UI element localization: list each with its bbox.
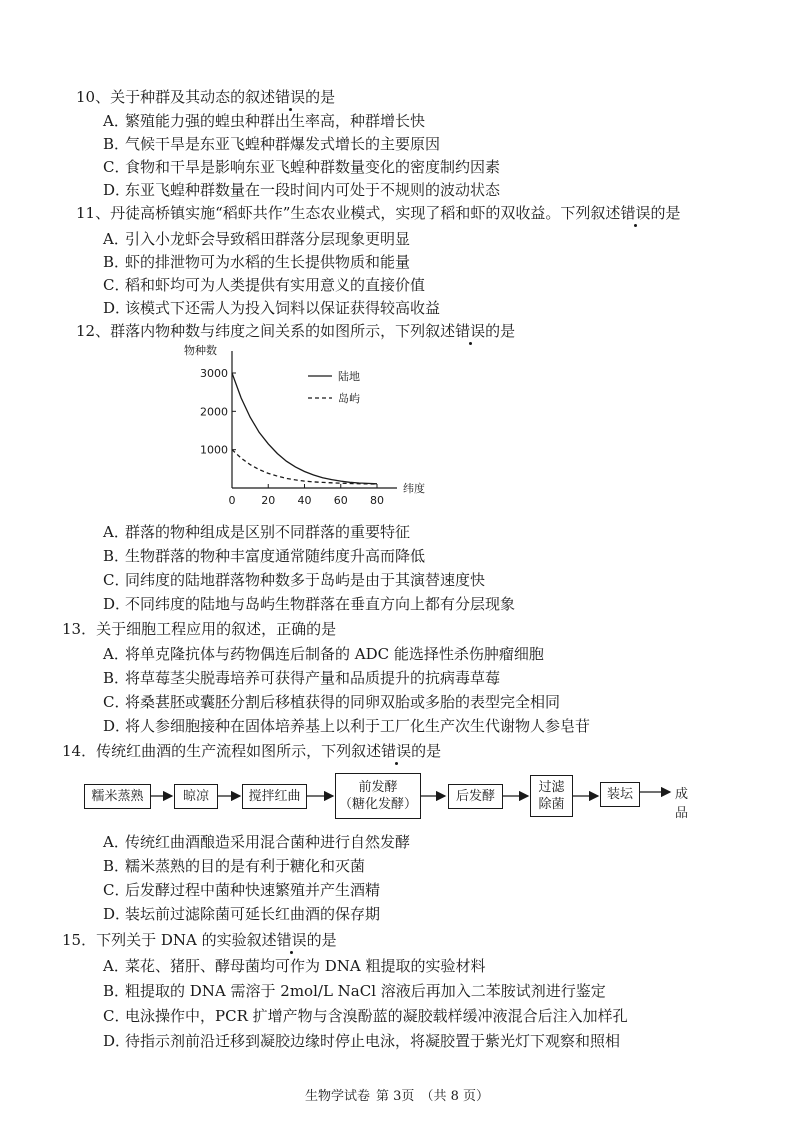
question-15-option-c <box>103 1006 773 1026</box>
option-key: A． <box>103 112 129 130</box>
question-15-option-a <box>103 956 773 976</box>
stem-text-end: 的是 <box>306 931 337 949</box>
flow-step-bottling: 装坛 <box>600 782 640 807</box>
question-number: 10、 <box>76 88 111 106</box>
option-key: D． <box>103 181 131 199</box>
option-text: 将单克隆抗体与药物偶连后制备的 ADC 能选择性杀伤肿瘤细胞 <box>125 645 544 663</box>
stem-emphasis: 错误 <box>620 204 651 222</box>
option-text: 该模式下还需人为投入饲料以保证获得较高收益 <box>125 299 441 317</box>
option-key: A． <box>103 523 129 541</box>
stem-text-end: 的是 <box>305 88 336 106</box>
flow-step-cool: 晾凉 <box>174 784 218 809</box>
option-key: A． <box>103 833 129 851</box>
x-axis-label: 纬度 <box>403 482 425 495</box>
option-key: A． <box>103 957 129 975</box>
stem-text: 丹徒高桥镇实施“稻虾共作”生态农业模式，实现了稻和虾的双收益。下列叙述 <box>110 204 621 222</box>
flow-step-filter-sterilize <box>530 775 573 817</box>
question-14-option-a <box>103 832 773 852</box>
option-text: 传统红曲酒酿造采用混合菌种进行自然发酵 <box>125 833 411 851</box>
stem-text-end: 的是 <box>650 204 681 222</box>
option-key: B． <box>103 982 130 1000</box>
option-key: D． <box>103 299 131 317</box>
y-tick-label: 1000 <box>200 443 228 457</box>
stem-text-end: 的是 <box>485 322 516 340</box>
question-15-option-d <box>103 1031 773 1051</box>
option-text: 繁殖能力强的蝗虫种群出生率高，种群增长快 <box>125 112 426 130</box>
page-footer <box>0 1085 794 1104</box>
footer-page: 第 3页 <box>376 1089 415 1104</box>
flow-step-mix-red-yeast: 搅拌红曲 <box>242 784 307 809</box>
question-15-option-b <box>103 981 773 1001</box>
stem-text: 下列关于 DNA 的实验叙述 <box>96 931 277 949</box>
question-number: 15． <box>62 931 97 949</box>
option-key: C． <box>103 571 130 589</box>
option-key: B． <box>103 135 130 153</box>
stem-emphasis: 错误 <box>276 931 307 949</box>
option-text: 食物和干旱是影响东亚飞蝗种群数量变化的密度制约因素 <box>125 158 501 176</box>
option-text: 将人参细胞接种在固体培养基上以利于工厂化生产次生代谢物人参皂苷 <box>125 717 591 735</box>
option-key: B． <box>103 857 130 875</box>
x-tick-label: 60 <box>333 494 348 507</box>
option-key: C． <box>103 158 130 176</box>
footer-total: （共 8 页） <box>420 1089 489 1104</box>
x-tick-label: 40 <box>297 494 312 507</box>
question-number: 12、 <box>76 322 111 340</box>
question-number: 14． <box>62 742 97 760</box>
option-text: 引入小龙虾会导致稻田群落分层现象更明显 <box>125 230 411 248</box>
legend-label: 岛屿 <box>338 392 360 405</box>
flow-step-label-line: 前发酵 <box>358 780 398 795</box>
stem-emphasis: 错误 <box>455 322 486 340</box>
option-text: 将桑葚胚或囊胚分割后移植获得的同卵双胎或多胎的表型完全相同 <box>125 693 561 711</box>
y-tick-label: 3000 <box>200 367 228 380</box>
option-text: 稻和虾均可为人类提供有实用意义的直接价值 <box>125 276 426 294</box>
footer-subject: 生物学试卷 <box>305 1089 371 1104</box>
option-text: 生物群落的物种丰富度通常随纬度升高而降低 <box>125 547 426 565</box>
option-key: D． <box>103 1032 131 1050</box>
flow-step-primary-fermentation <box>335 773 421 819</box>
option-key: A． <box>103 645 129 663</box>
option-key: D． <box>103 905 131 923</box>
flow-step-label-line: 过滤 <box>538 780 565 795</box>
stem-emphasis: 错误 <box>275 88 306 106</box>
question-15-stem <box>62 930 762 950</box>
question-14-option-b <box>103 856 773 876</box>
option-text: 虾的排泄物可为水稻的生长提供物质和能量 <box>125 253 411 271</box>
flow-step-label-line: 除菌 <box>538 797 565 812</box>
flow-step-label-line: （糖化发酵） <box>338 797 417 812</box>
option-text: 待指示剂前沿迁移到凝胶边缘时停止电泳，将凝胶置于紫光灯下观察和照相 <box>125 1032 621 1050</box>
flow-end-product: 成品 <box>675 787 689 821</box>
option-key: B． <box>103 253 130 271</box>
stem-text-end: 的是 <box>411 742 442 760</box>
option-key: B． <box>103 669 130 687</box>
option-text: 将草莓茎尖脱毒培养可获得产量和品质提升的抗病毒草莓 <box>125 669 501 687</box>
stem-text: 关于细胞工程应用的叙述，正确的是 <box>96 620 337 638</box>
question-14-option-d <box>103 904 773 924</box>
option-text: 不同纬度的陆地与岛屿生物群落在垂直方向上都有分层现象 <box>125 595 516 613</box>
stem-emphasis: 错误 <box>381 742 412 760</box>
flow-step-steam-rice: 糯米蒸熟 <box>84 784 151 809</box>
question-number: 13． <box>62 620 97 638</box>
flow-step-post-fermentation: 后发酵 <box>448 784 503 809</box>
option-text: 东亚飞蝗种群数量在一段时间内可处于不规则的波动状态 <box>125 181 501 199</box>
option-key: A． <box>103 230 129 248</box>
option-text: 菜花、猪肝、酵母菌均可作为 DNA 粗提取的实验材料 <box>125 957 486 975</box>
option-text: 后发酵过程中菌种快速繁殖并产生酒精 <box>125 881 381 899</box>
y-tick-label: 2000 <box>200 405 228 419</box>
option-key: D． <box>103 717 131 735</box>
question-14-option-c <box>103 880 773 900</box>
option-text: 装坛前过滤除菌可延长红曲酒的保存期 <box>125 905 381 923</box>
option-key: C． <box>103 1007 130 1025</box>
option-key: C． <box>103 276 130 294</box>
x-tick-label: 20 <box>261 494 276 507</box>
stem-text: 群落内物种数与纬度之间关系的如图所示，下列叙述 <box>110 322 456 340</box>
option-text: 粗提取的 DNA 需溶于 2mol/L NaCl 溶液后再加入二苯胺试剂进行鉴定 <box>125 982 606 1000</box>
stem-text: 关于种群及其动态的叙述 <box>110 88 276 106</box>
option-key: C． <box>103 693 130 711</box>
question-number: 11、 <box>76 204 111 222</box>
option-text: 同纬度的陆地群落物种数多于岛屿是由于其演替速度快 <box>125 571 486 589</box>
option-text: 电泳操作中，PCR 扩增产物与含溴酚蓝的凝胶载样缓冲液混合后注入加样孔 <box>125 1007 628 1025</box>
option-key: B． <box>103 547 130 565</box>
option-text: 气候干旱是东亚飞蝗种群爆发式增长的主要原因 <box>125 135 441 153</box>
x-tick-label: 80 <box>370 494 384 507</box>
stem-text: 传统红曲酒的生产流程如图所示，下列叙述 <box>96 742 382 760</box>
option-text: 糯米蒸熟的目的是有利于糖化和灭菌 <box>125 857 366 875</box>
option-key: D． <box>103 595 131 613</box>
y-axis-label: 物种数 <box>184 344 217 357</box>
legend-label: 陆地 <box>338 370 360 383</box>
option-text: 群落的物种组成是区别不同群落的重要特征 <box>125 523 411 541</box>
x-tick-label: 0 <box>228 494 236 507</box>
option-key: C． <box>103 881 130 899</box>
